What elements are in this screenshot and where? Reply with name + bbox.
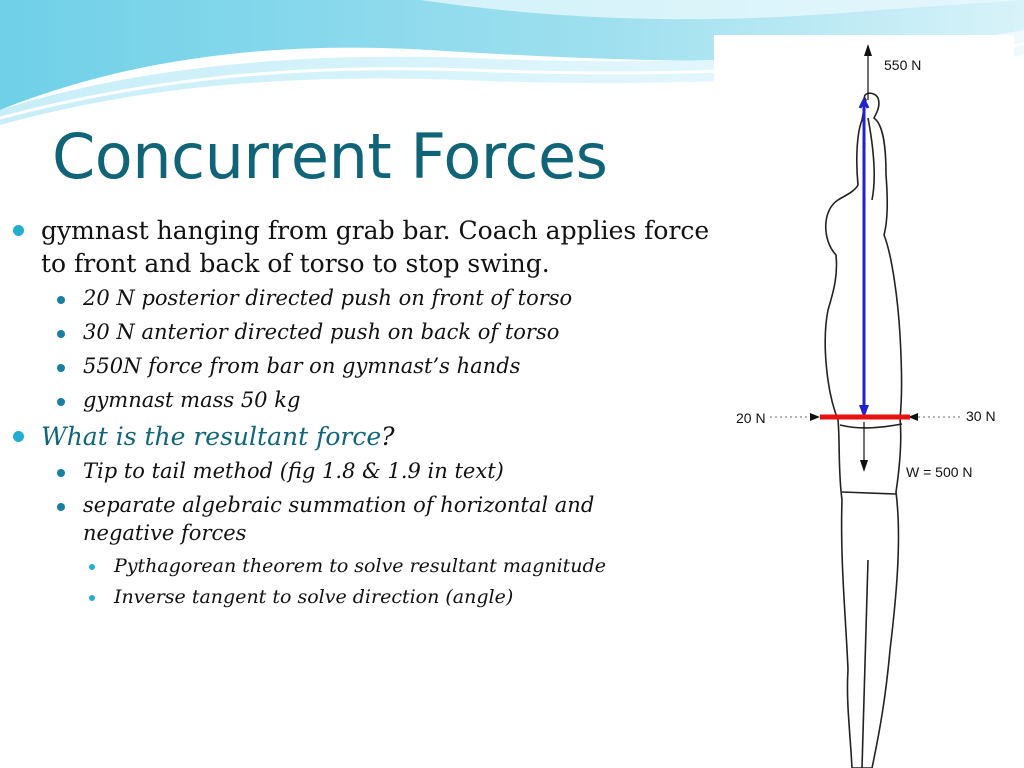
label-weight: W = 500 N: [906, 464, 973, 480]
arrowhead-up: [864, 44, 872, 56]
sub-bullet-text: Tip to tail method (fig 1.8 & 1.9 in text): [83, 459, 504, 483]
label-30N: 30 N: [966, 408, 996, 424]
sub-sub-bullet: [10, 584, 710, 610]
sub-bullet-text: separate algebraic summation of horizontal and negative forces: [83, 493, 595, 545]
sub-sub-bullet: [10, 553, 710, 579]
gymnast-torso-band: [840, 424, 902, 428]
sub-bullet: [10, 352, 710, 380]
label-550N: 550 N: [884, 57, 922, 73]
bullet-dot: [57, 398, 65, 406]
gymnast-force-figure: [714, 35, 1014, 768]
bullet-dot: [57, 364, 65, 372]
question-mark: ?: [381, 422, 395, 451]
bullet-dot: [57, 469, 65, 477]
bullet-dot: [57, 503, 65, 511]
gymnast-arm-line: [868, 118, 874, 200]
gymnast-leg-split: [862, 560, 868, 768]
weight-arrow: [860, 422, 868, 472]
bullet-scenario-text: gymnast hanging from grab bar. Coach applies force to front and back of torso to stop swing.: [41, 216, 710, 278]
bullet-dot: [89, 564, 95, 570]
sub-bullet-text: 550N force from bar on gymnast’s hands: [83, 354, 521, 378]
sub-sub-bullet-text: Pythagorean theorem to solve resultant magnitude: [114, 555, 606, 577]
sub-bullet: [10, 284, 710, 312]
force-arrow-top: [864, 44, 872, 100]
label-20N: 20 N: [736, 410, 766, 426]
gymnast-waist-band: [842, 492, 896, 494]
sub-bullet-text: 20 N posterior directed push on front of torso: [83, 286, 573, 310]
sub-bullet-text: 30 N anterior directed push on back of torso: [83, 320, 560, 344]
sub-bullet-text: gymnast mass 50 kg: [83, 388, 301, 412]
sub-bullet: [10, 457, 710, 485]
bullet-dot: [13, 431, 24, 442]
sub-bullet: [10, 386, 710, 414]
bullet-list: [10, 214, 710, 615]
bullet-scenario: [10, 214, 710, 280]
bullet-question: [10, 420, 710, 453]
bullet-dot: [57, 296, 65, 304]
sub-bullet: [10, 318, 710, 346]
bullet-dot: [89, 595, 95, 601]
slide-title: Concurrent Forces: [52, 120, 608, 193]
bullet-dot: [57, 330, 65, 338]
arrowhead-down: [860, 460, 868, 472]
sub-sub-bullet-text: Inverse tangent to solve direction (angle): [114, 586, 514, 608]
arrowhead-right-20N: [810, 413, 820, 421]
sub-bullet: [10, 491, 673, 547]
bullet-dot: [13, 225, 24, 236]
question-text: What is the resultant force: [41, 422, 382, 451]
